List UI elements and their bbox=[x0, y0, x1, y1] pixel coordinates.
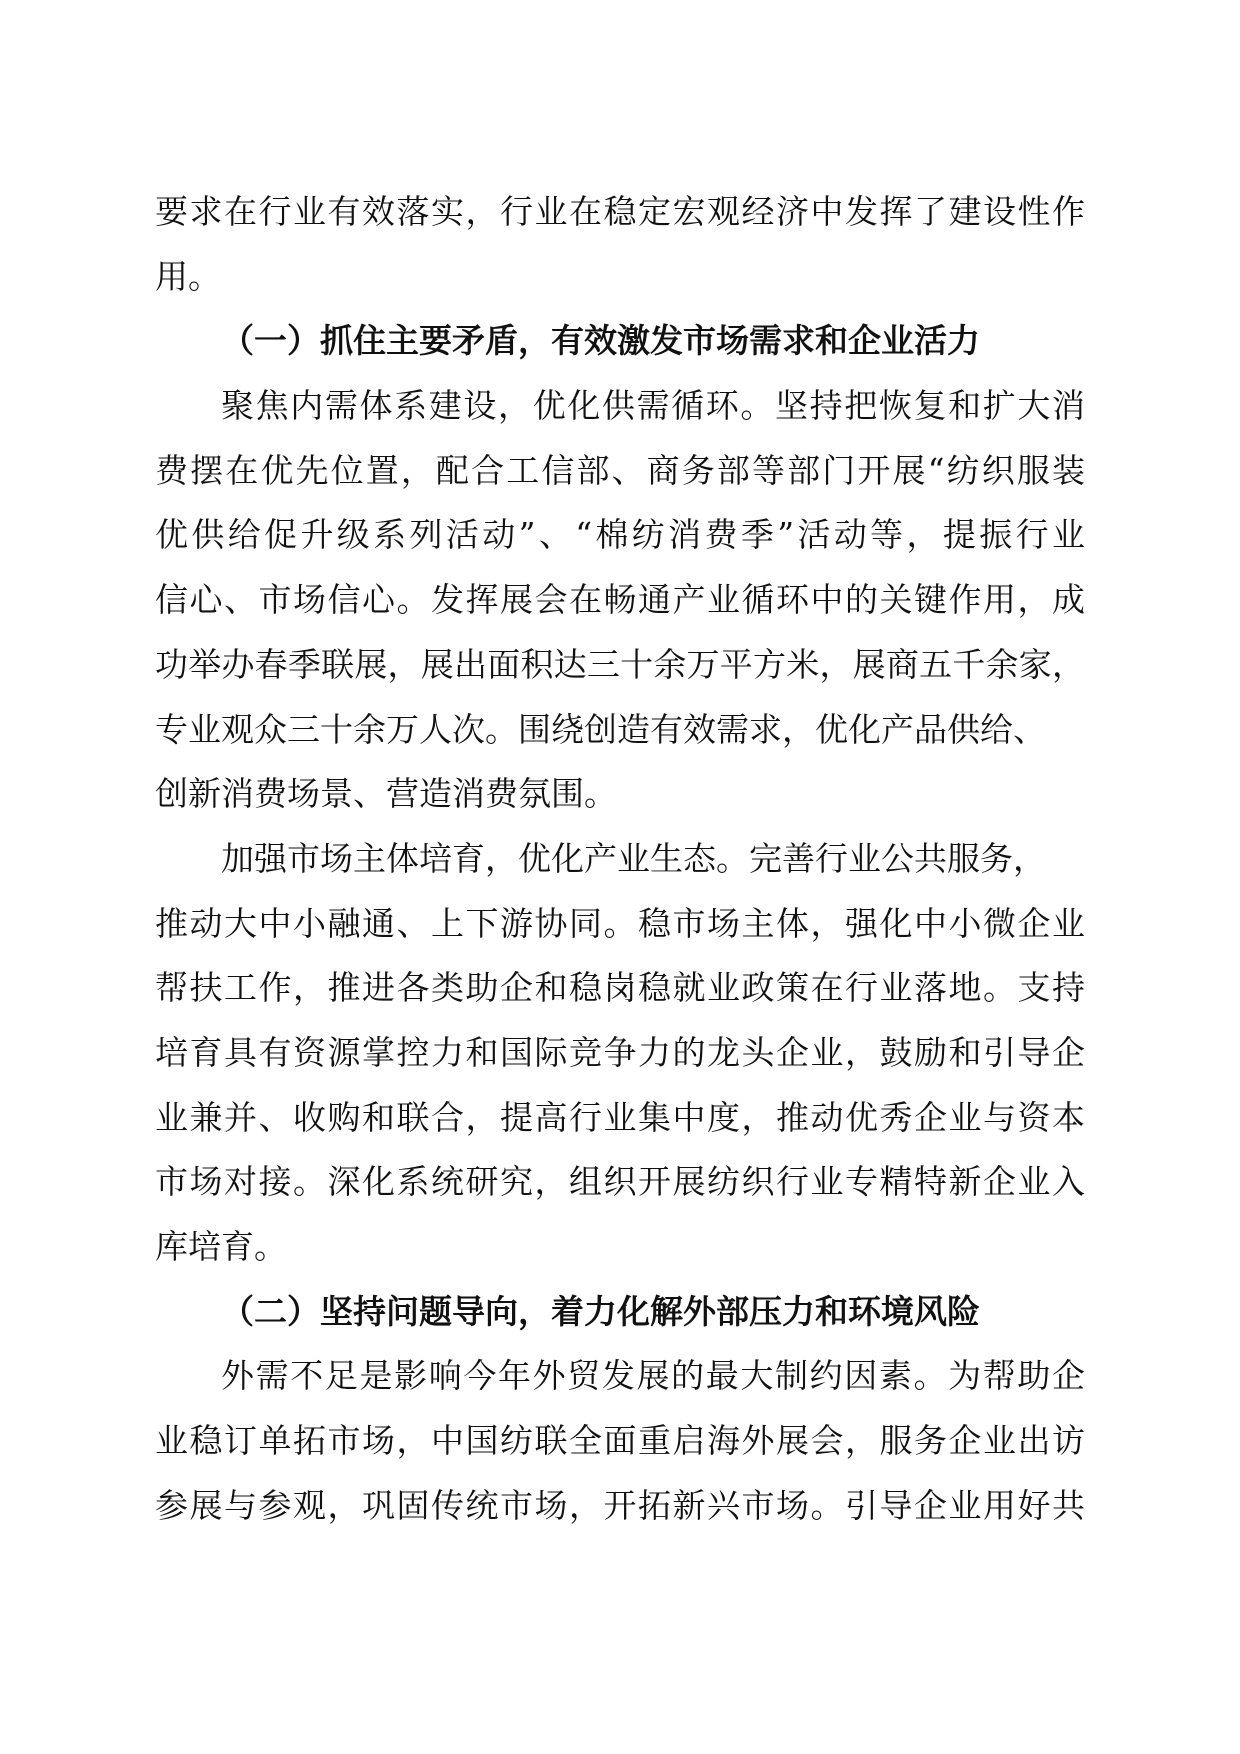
paragraph-line: 推动大中小融通、上下游协同。稳市场主体，强化中小微企业 bbox=[155, 903, 1085, 943]
paragraph-line: 外需不足是影响今年外贸发展的最大制约因素。为帮助企 bbox=[221, 1356, 1085, 1396]
paragraph-line: 培育具有资源掌控力和国际竞争力的龙头企业，鼓励和引导企 bbox=[155, 1032, 1085, 1072]
paragraph-line: 聚焦内需体系建设，优化供需循环。坚持把恢复和扩大消 bbox=[221, 386, 1085, 426]
paragraph-line: 信心、市场信心。发挥展会在畅通产业循环中的关键作用，成 bbox=[155, 580, 1085, 620]
section-heading: （二）坚持问题导向，着力化解外部压力和环境风险 bbox=[221, 1291, 980, 1331]
paragraph-line: 优供给促升级系列活动”、“棉纺消费季”活动等，提振行业 bbox=[155, 515, 1085, 555]
paragraph-line: 专业观众三十余万人次。围绕创造有效需求，优化产品供给、 bbox=[155, 709, 1046, 749]
paragraph-line: 业兼并、收购和联合，提高行业集中度，推动优秀企业与资本 bbox=[155, 1097, 1085, 1137]
paragraph-line: 参展与参观，巩固传统市场，开拓新兴市场。引导企业用好共 bbox=[155, 1485, 1085, 1525]
paragraph-line: 市场对接。深化系统研究，组织开展纺织行业专精特新企业入 bbox=[155, 1162, 1085, 1202]
document-body bbox=[155, 180, 1085, 1538]
section-heading: （一）抓住主要矛盾，有效激发市场需求和企业活力 bbox=[221, 321, 980, 361]
paragraph-line: 费摆在优先位置，配合工信部、商务部等部门开展“纺织服装 bbox=[155, 450, 1085, 490]
paragraph-line: 业稳订单拓市场，中国纺联全面重启海外展会，服务企业出访 bbox=[155, 1421, 1085, 1461]
paragraph-line: 库培育。 bbox=[155, 1227, 287, 1266]
paragraph-line: 要求在行业有效落实，行业在稳定宏观经济中发挥了建设性作 bbox=[155, 192, 1085, 231]
paragraph-line: 帮扶工作，推进各类助企和稳岗稳就业政策在行业落地。支持 bbox=[155, 968, 1085, 1008]
paragraph-line: 功举办春季联展，展出面积达三十余万平方米，展商五千余家， bbox=[155, 644, 1085, 684]
paragraph-line: 加强市场主体培育，优化产业生态。完善行业公共服务， bbox=[221, 838, 1046, 878]
paragraph-line: 用。 bbox=[155, 256, 221, 296]
paragraph-line: 创新消费场景、营造消费氛围。 bbox=[155, 774, 617, 814]
